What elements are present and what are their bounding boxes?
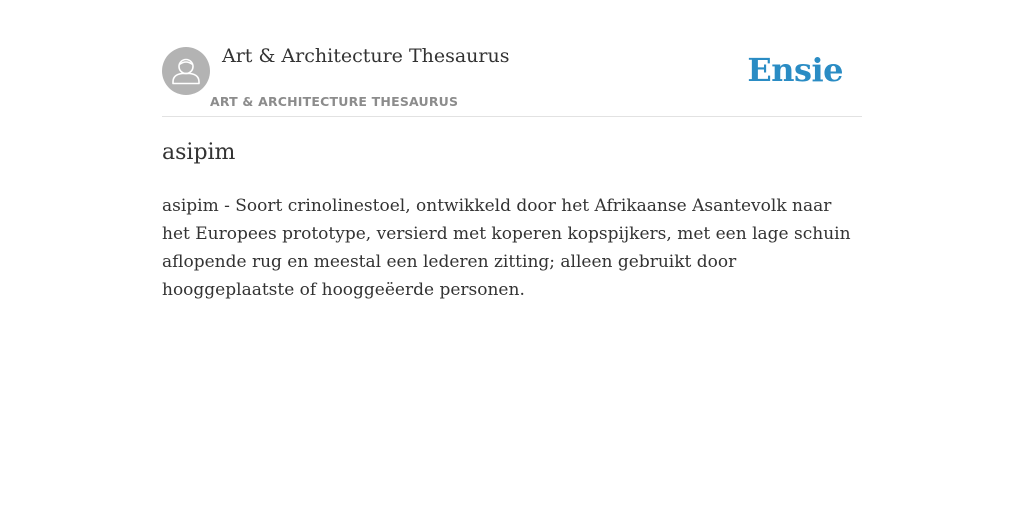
source-header: [162, 0, 862, 117]
source-subtitle: ART & ARCHITECTURE THESAURUS: [210, 94, 459, 109]
source-title-link[interactable]: Art & Architecture Thesaurus: [222, 45, 510, 67]
user-icon: [162, 47, 210, 95]
source-avatar[interactable]: [162, 47, 210, 95]
ensie-logo[interactable]: Ensie: [747, 51, 843, 89]
entry-definition: asipim - Soort crinolinestoel, ontwikkeld door het Afrikaanse Asantevolk naar het Europees prototype, versierd met koperen kopspijkers, met een lage schuin aflopende rug en meestal een lederen zitting; alleen gebruikt door hooggeplaatste of hooggeëerde personen.: [162, 196, 851, 300]
entry-title: asipim: [162, 140, 236, 165]
